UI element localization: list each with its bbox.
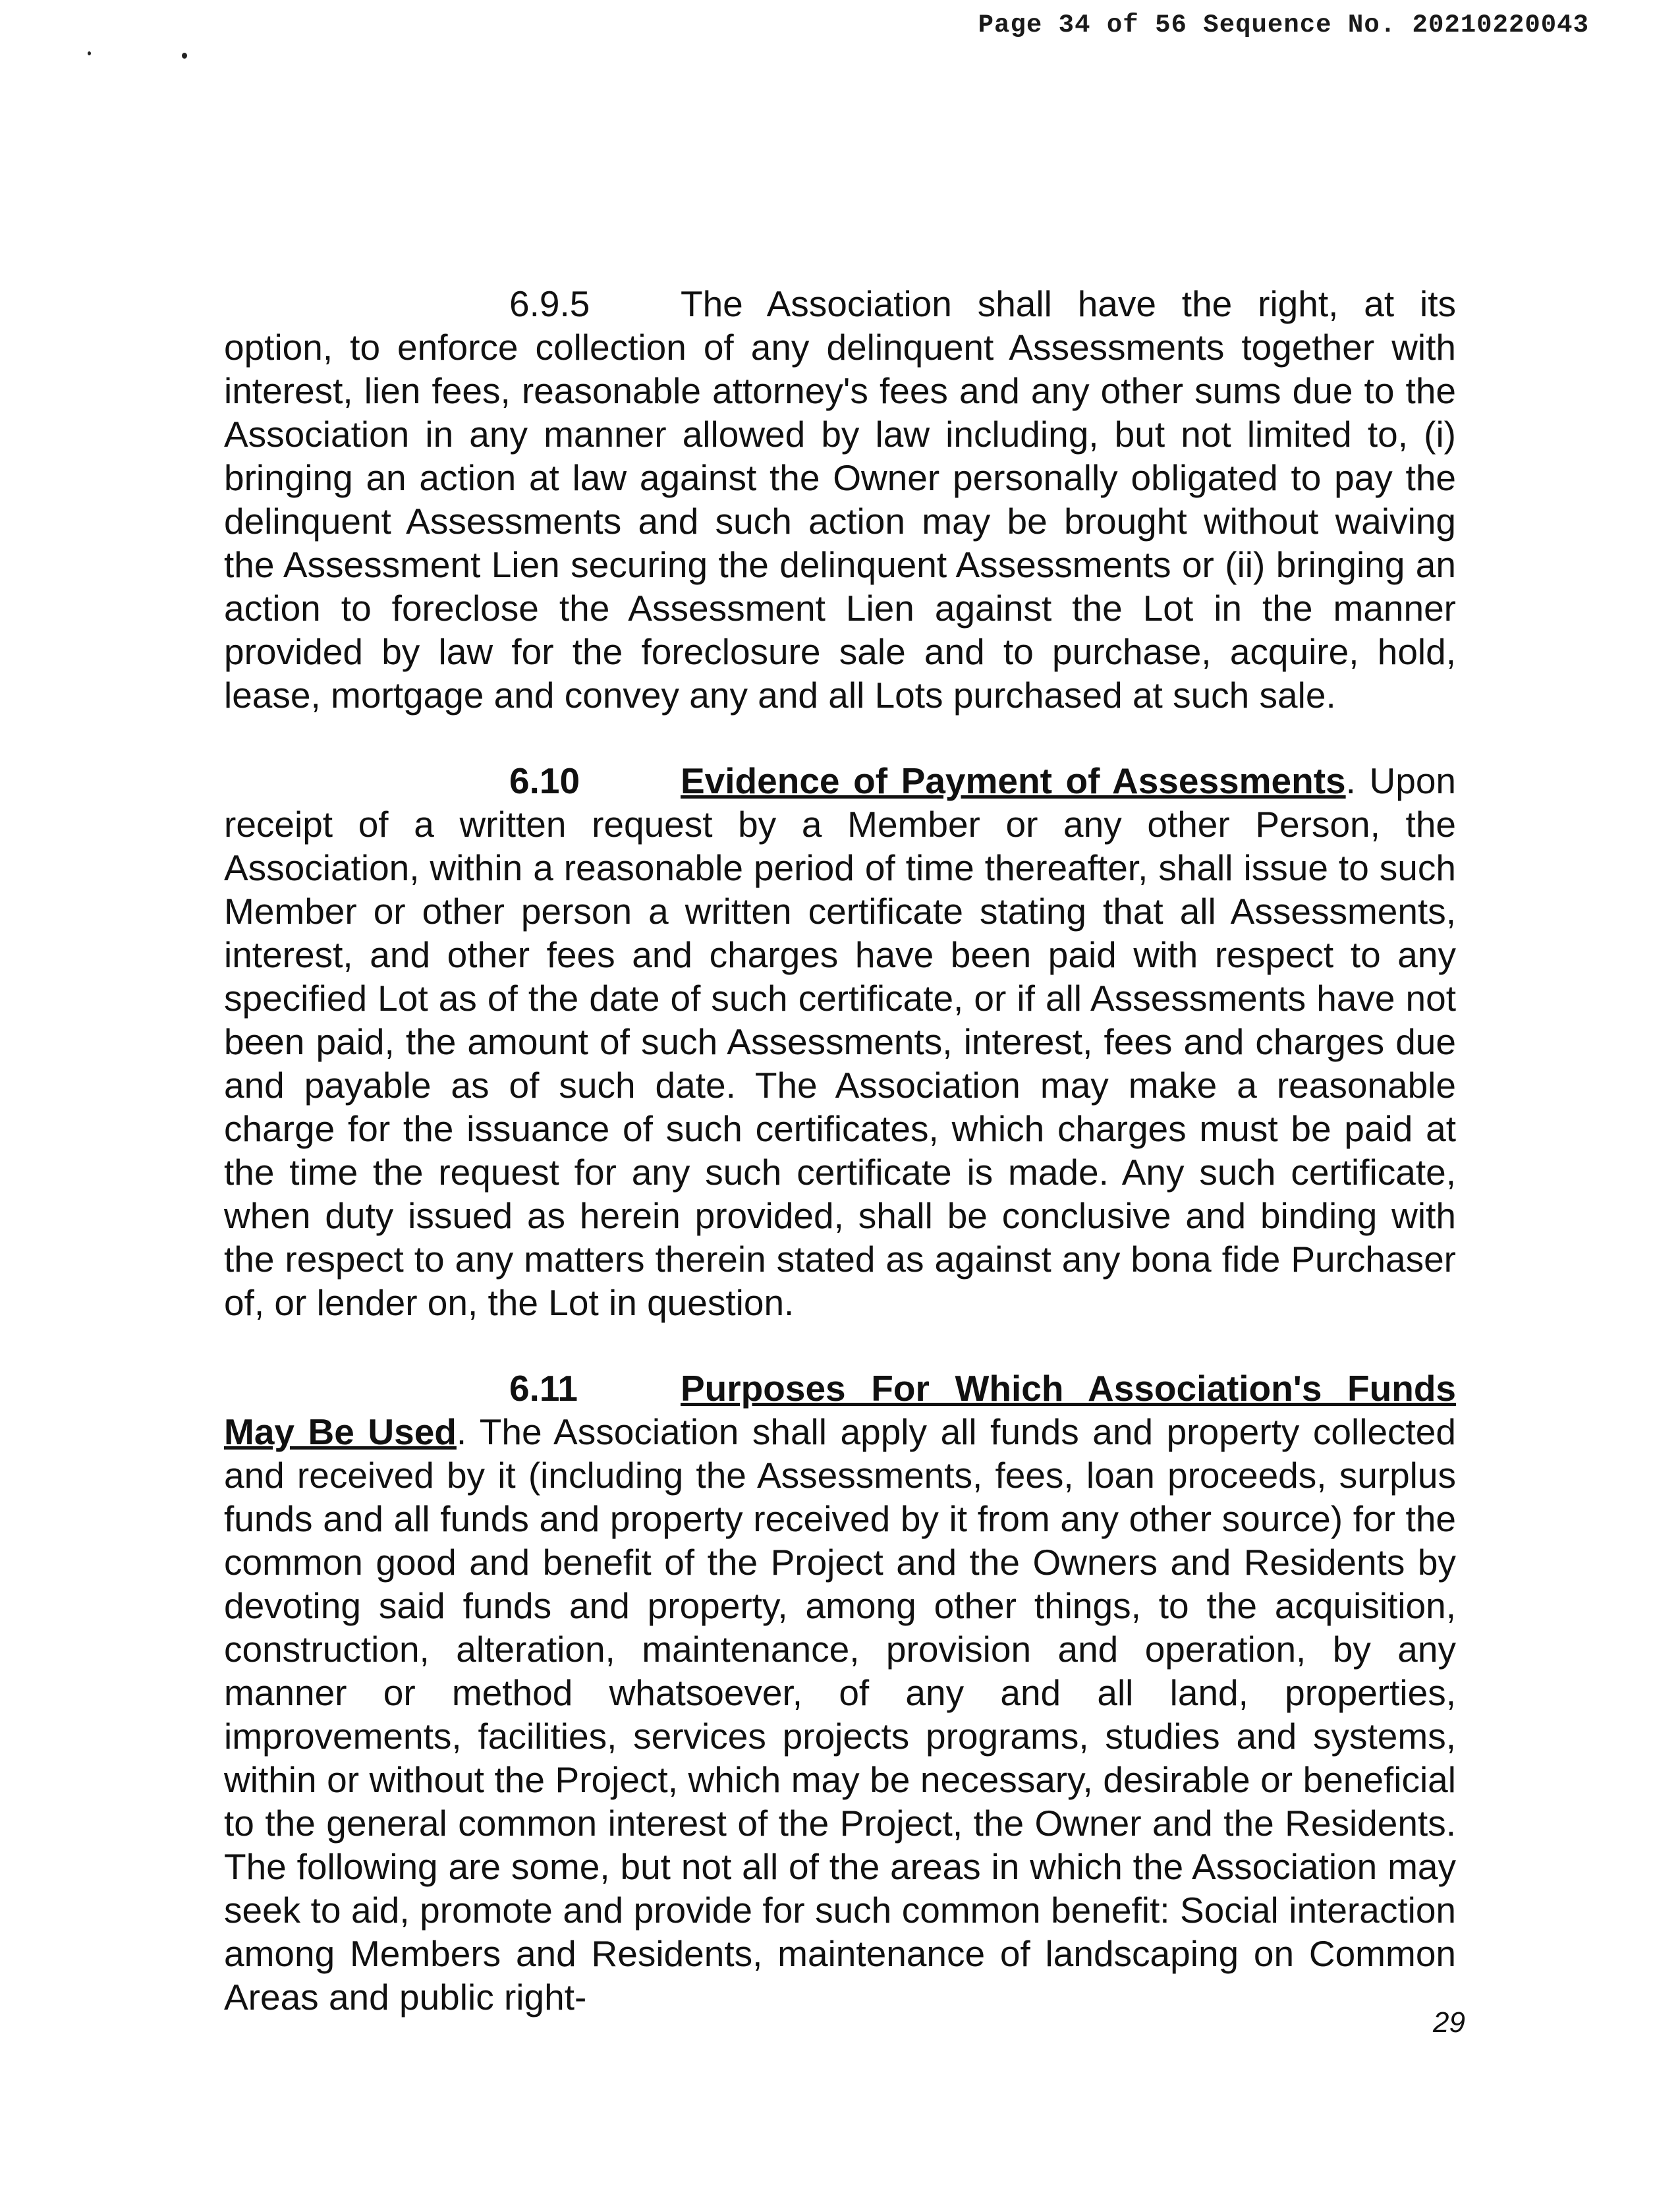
section-number: 6.9.5 <box>509 283 590 324</box>
section-body: The Association shall have the right, at its option, to enforce collection of any delinquent Assessments together with interest, lien fees, reasonable attorney's fees and any other sums due to the Association in any manner allowed by law including, but not limited to, (i) bringing an action at law against the Owner personally obligated to pay the delinquent Assessments and such action may be brought without waiving the Assessment Lien securing the delinquent Assessments or (ii) bringing an action to foreclose the Assessment Lien against the Lot in the manner provided by law for the foreclosure sale and to purchase, acquire, hold, lease, mortgage and convey any and all Lots purchased at such sale. <box>224 283 1456 716</box>
section-body: The Association shall apply all funds and property collected and received by it (including the Assessments, fees, loan proceeds, surplus funds and all funds and property received by it from any other source) for the common good and benefit of the Project and the Owners and Residents by devoting said funds and property, among other things, to the acquisition, construction, alteration, maintenance, provision and operation, by any manner or method whatsoever, of any and all land, properties, improvements, facilities, services projects programs, studies and systems, within or without the Project, which may be necessary, desirable or beneficial to the general common interest of the Project, the Owner and the Residents. The following are some, but not all of the areas in which the Association may seek to aid, promote and provide for such common benefit: Social interaction among Members and Residents, maintenance of landscaping on Common Areas and public right- <box>224 1411 1456 2018</box>
scan-speck <box>88 51 91 55</box>
page-number: 29 <box>1433 2006 1465 2039</box>
section-number: 6.11 <box>509 1368 578 1409</box>
recording-header: Page 34 of 56 Sequence No. 20210220043 <box>978 11 1589 40</box>
section-6-10 <box>224 759 1456 1324</box>
section-title: Evidence of Payment of Assessments <box>681 760 1346 801</box>
section-6-9-5 <box>224 282 1456 717</box>
scan-speck <box>182 53 187 59</box>
document-body <box>224 282 1456 2061</box>
section-title-end: . <box>456 1411 467 1452</box>
section-number: 6.10 <box>509 760 580 801</box>
section-title: Purposes For Which Association's Funds May Be Used <box>224 1368 1456 1452</box>
section-6-11 <box>224 1367 1456 2019</box>
section-body: Upon receipt of a written request by a Member or any other Person, the Association, within a reasonable period of time thereafter, shall issue to such Member or other person a written certificate stating that all Assessments, interest, and other fees and charges have been paid with respect to any specified Lot as of the date of such certificate, or if all Assessments have not been paid, the amount of such Assessments, interest, fees and charges due and payable as of such date. The Association may make a reasonable charge for the issuance of such certificates, which charges must be paid at the time the request for any such certificate is made. Any such certificate, when duty issued as herein provided, shall be conclusive and binding with the respect to any matters therein stated as against any bona fide Purchaser of, or lender on, the Lot in question. <box>224 760 1456 1323</box>
section-title-end: . <box>1345 760 1356 801</box>
